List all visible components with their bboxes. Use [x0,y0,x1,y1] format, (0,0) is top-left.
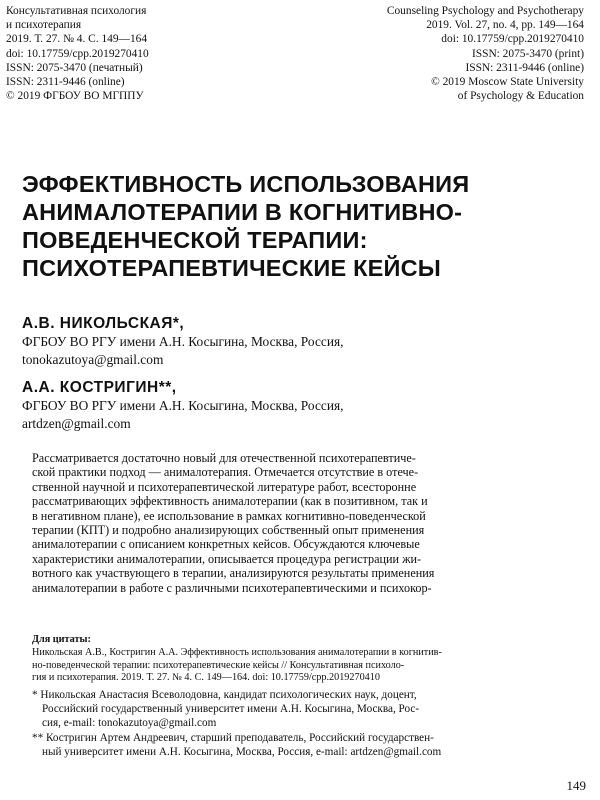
citation-label: Для цитаты: [32,634,91,645]
footnote-line: ** Костригин Артем Андреевич, старший преподаватель, Российский государствен- [32,731,434,744]
abstract-line: Рассматривается достаточно новый для отечественной психотерапевтиче- [32,451,416,465]
header-ru-line: ISSN: 2311-9446 (online) [6,76,125,89]
author-block [22,314,592,368]
footnote-line: * Никольская Анастасия Всеволодовна, кандидат психологических наук, доцент, [32,689,417,701]
abstract-line: характеристики анималотерапии, описывается процедура регистрации жи- [32,551,422,566]
title-line: ПСИХОТЕРАПЕВТИЧЕСКИЕ КЕЙСЫ [22,255,441,281]
citation-line: гия и психотерапия. 2019. Т. 27. № 4. С. 149—164. doi: 10.17759/cpp.2019270410 [32,672,380,684]
author-name: А.А. КОСТРИГИН**, [22,379,177,396]
header-ru-line: Консультативная психология [6,5,147,17]
footnote-line: ный университет имени А.Н. Косыгина, Москва, Россия, e-mail: artdzen@gmail.com [42,745,442,758]
abstract-line: рассматривающих эффективность анималотерапии (как в позитивном, так и [32,494,428,509]
header-ru-line: ISSN: 2075-3470 (печатный) [6,61,143,74]
abstract-line: терапии (КПТ) и подробно анализирующих собственный опыт применения [32,523,425,538]
author-email[interactable]: tonokazutoya@gmail.com [22,351,164,367]
header-en-line: doi: 10.17759/cpp.2019270410 [441,33,584,46]
author-affiliation: ФГБОУ ВО РГУ имени А.Н. Косыгина, Москва, Россия, [22,398,344,413]
abstract-line: анималотерапии с описанием конкретных кейсов. Обсуждаются ключевые [32,537,420,552]
author-affiliation: ФГБОУ ВО РГУ имени А.Н. Косыгина, Москва, Россия, [22,334,344,349]
header-en-line: ISSN: 2075-3470 (print) [471,47,584,60]
header-en-line: Counseling Psychology and Psychotherapy [386,5,584,17]
header-en-line: ISSN: 2311-9446 (online) [465,61,584,74]
title-line: АНИМАЛОТЕРАПИИ В КОГНИТИВНО- [22,199,463,225]
header-ru-line: 2019. Т. 27. № 4. С. 149—164 [6,33,148,46]
header-ru-line: doi: 10.17759/cpp.2019270410 [6,47,149,60]
abstract-line: в негативном плане), ее использование в рамках когнитивно-поведенческой [32,508,426,523]
article-title [22,170,592,282]
journal-header-ru [6,4,286,103]
footnote-line: сия, e-mail: tonokazutoya@gmail.com [42,717,217,730]
header-en-line: © 2019 Moscow State University [431,76,584,89]
page-number: 149 [566,778,586,793]
header-en-line: 2019. Vol. 27, no. 4, pp. 149—164 [426,19,584,32]
author-email[interactable]: artdzen@gmail.com [22,415,131,431]
citation-block [32,634,592,685]
header-ru-line: © 2019 ФГБОУ ВО МГППУ [6,90,144,103]
author-block [22,378,592,432]
header-en-line: of Psychology & Education [457,90,584,103]
footnote-line: Российский государственный университет имени А.Н. Косыгина, Москва, Рос- [42,703,420,716]
header-ru-line: и психотерапия [6,19,82,32]
abstract-line: анималотерапии в работе с различными психотерапевтическими и психокор- [32,580,432,595]
abstract-line: ской практики подход — анималотерапия. Отмечается отсутствие в отече- [32,465,419,480]
abstract-line: вотного как участвующего в терапии, анализируются результаты применения [32,566,435,581]
author-name: А.В. НИКОЛЬСКАЯ*, [22,315,185,332]
title-line: ЭФФЕКТИВНОСТЬ ИСПОЛЬЗОВАНИЯ [22,171,470,197]
title-line: ПОВЕДЕНЧЕСКОЙ ТЕРАПИИ: [22,227,368,253]
citation-line: но-поведенческой терапии: психотерапевтические кейсы // Консультативная психоло- [32,659,405,671]
author-footnotes [32,688,592,759]
abstract [32,451,592,595]
journal-header-en [284,4,584,103]
abstract-line: ственной научной и психотерапевтической литературе работ, всесторонне [32,479,417,494]
citation-line: Никольская А.В., Костригин А.А. Эффективность использования анималотерапии в когнитив- [32,646,442,658]
